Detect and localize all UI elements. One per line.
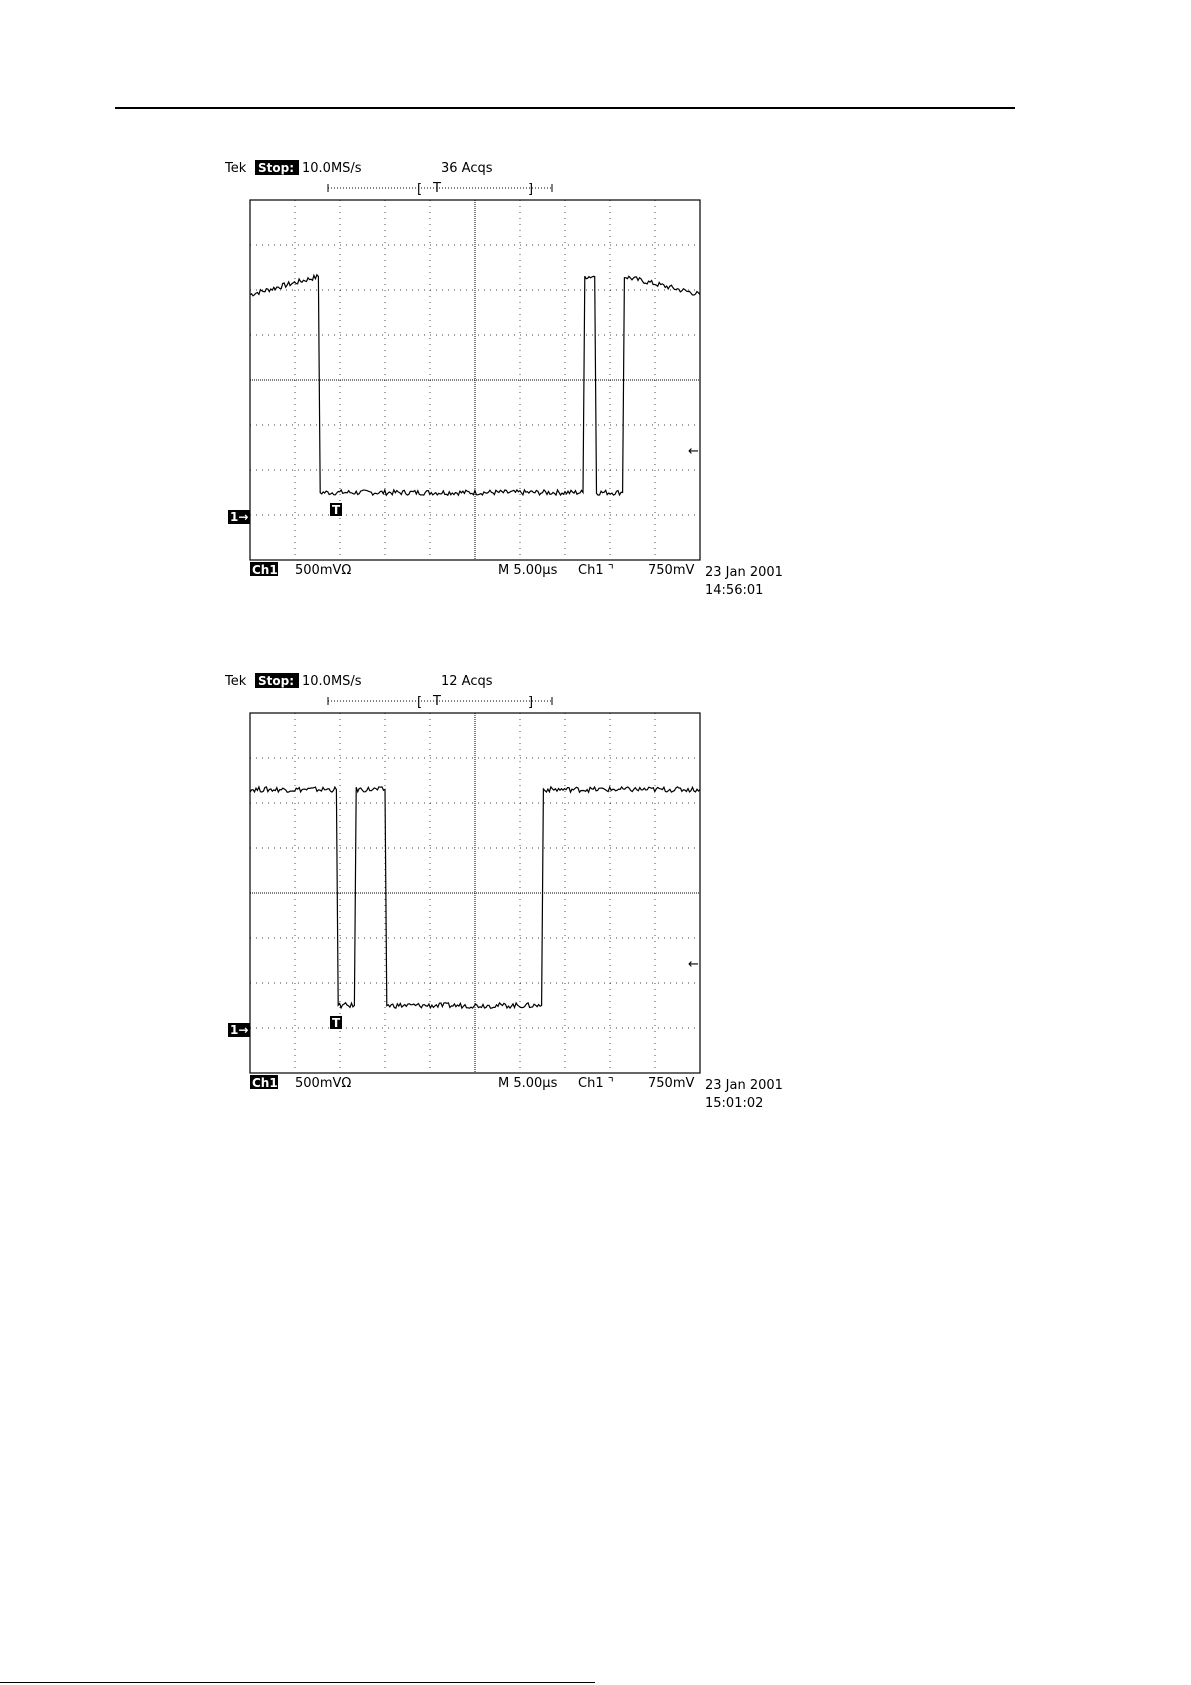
scope-2-run-state: Stop: bbox=[258, 674, 295, 688]
scope-1-timebase: M 5.00µs bbox=[498, 563, 558, 578]
scope-2-window-trigger-marker: T bbox=[433, 694, 441, 709]
scope-1-window-left-bracket: [ bbox=[417, 182, 423, 197]
scope-2-acquisitions: 12 Acqs bbox=[441, 674, 493, 689]
scope-1-graticule bbox=[250, 200, 700, 560]
scope-2-vertical-scale: 500mVΩ bbox=[295, 1076, 352, 1091]
scope-2-trigger-source: Ch1 ⌝ bbox=[578, 1076, 614, 1091]
scope-1-time: 14:56:01 bbox=[705, 583, 764, 598]
scope-1-vertical-scale: 500mVΩ bbox=[295, 563, 352, 578]
scope-1-sample-rate: 10.0MS/s bbox=[302, 161, 362, 176]
scope-2-brand: Tek bbox=[225, 674, 247, 689]
scope-1-trigger-level-arrow: ← bbox=[688, 444, 699, 459]
scope-1-trigger-level: 750mV bbox=[648, 563, 695, 578]
scope-2-trigger-level: 750mV bbox=[648, 1076, 695, 1091]
scope-2-window-right-bracket: ] bbox=[528, 695, 534, 710]
scope-2-trigger-point-marker: T bbox=[332, 1016, 341, 1030]
scope-2-graticule bbox=[250, 713, 700, 1073]
scope-1-trigger-point-marker: T bbox=[332, 503, 341, 517]
scope-1-svg bbox=[0, 150, 1191, 620]
scope-1-acquisitions: 36 Acqs bbox=[441, 161, 493, 176]
scope-1-window-trigger-marker: T bbox=[433, 181, 441, 196]
scope-1-channel-marker: 1→ bbox=[230, 510, 249, 524]
scope-1-run-state: Stop: bbox=[258, 161, 295, 175]
oscilloscope-capture-2 bbox=[0, 663, 1191, 1133]
scope-2-sample-rate: 10.0MS/s bbox=[302, 674, 362, 689]
scope-2-window-left-bracket: [ bbox=[417, 695, 423, 710]
scope-2-svg bbox=[0, 663, 1191, 1133]
scope-1-trigger-source: Ch1 ⌝ bbox=[578, 563, 614, 578]
scope-1-window-right-bracket: ] bbox=[528, 182, 534, 197]
scope-2-channel-marker: 1→ bbox=[230, 1023, 249, 1037]
scope-2-channel: Ch1 bbox=[252, 1076, 278, 1090]
footer-rule bbox=[0, 1682, 595, 1683]
oscilloscope-capture-1 bbox=[0, 150, 1191, 620]
scope-2-timebase: M 5.00µs bbox=[498, 1076, 558, 1091]
scope-2-time: 15:01:02 bbox=[705, 1096, 764, 1111]
scope-1-brand: Tek bbox=[225, 161, 247, 176]
scope-2-date: 23 Jan 2001 bbox=[705, 1078, 783, 1093]
scope-1-date: 23 Jan 2001 bbox=[705, 565, 783, 580]
scope-1-channel: Ch1 bbox=[252, 563, 278, 577]
scope-2-trigger-level-arrow: ← bbox=[688, 957, 699, 972]
header-rule bbox=[115, 107, 1015, 109]
